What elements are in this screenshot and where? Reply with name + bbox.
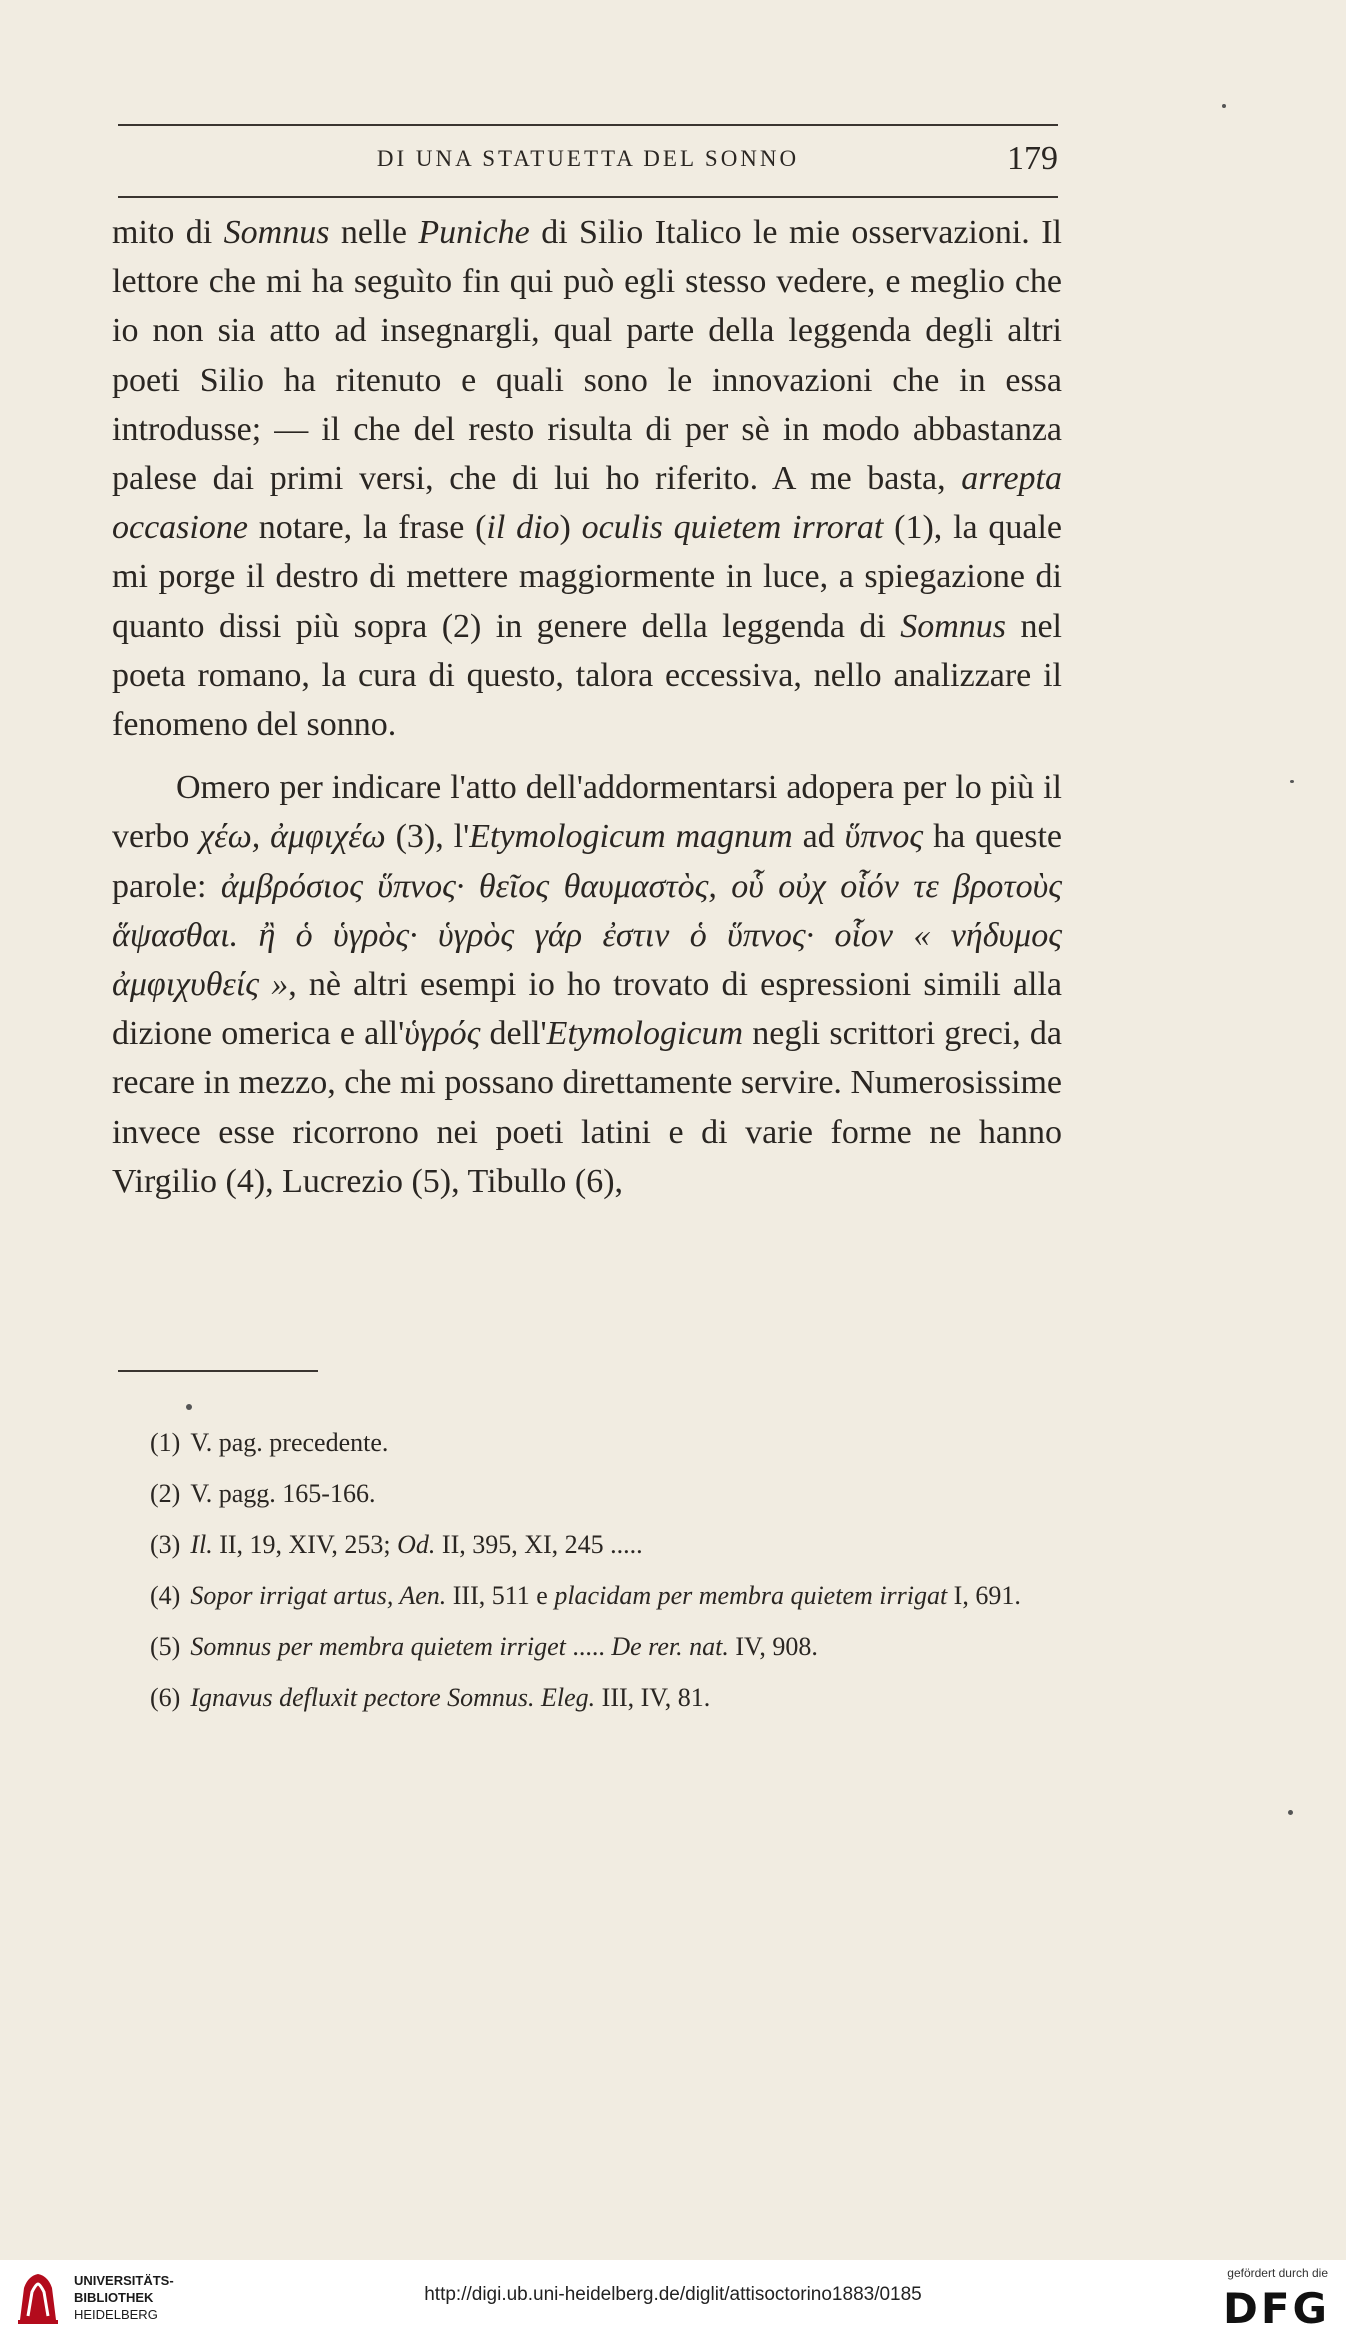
text-run: Omero per indicare l'atto dell'addormentarsi adopera per lo più il verbo — [112, 769, 1062, 856]
italic-run: Puniche — [418, 214, 530, 251]
footnote-3 — [150, 1527, 1070, 1563]
italic-run: Somnus per membra quietem irriget — [190, 1632, 566, 1661]
footnote-2 — [150, 1476, 1070, 1512]
text-run: ..... — [565, 1632, 612, 1661]
italic-run: Somnus — [900, 607, 1007, 645]
greek-run: ὑγρός — [404, 1015, 481, 1053]
text-run: I, 691. — [947, 1581, 1021, 1610]
viewer-footer — [0, 2260, 1346, 2336]
text-run: (3), l' — [385, 818, 470, 856]
text-run: nelle — [329, 214, 419, 251]
library-name-line: BIBLIOTHEK — [74, 2290, 154, 2305]
text-run: (1), la quale mi porge il destro di mettere maggiormente in luce, a spiegazione di quanto dissi più sopra (2) in genere della leggenda di — [112, 509, 1063, 645]
footnote-number: (1) — [150, 1428, 181, 1457]
italic-run: il dio — [486, 509, 560, 547]
italic-run: Etymologicum magnum — [469, 818, 793, 856]
funder-label: gefördert durch die — [1227, 2266, 1328, 2280]
text-run: , nè altri esempi io ho trovato di espressioni simili alla dizione omerica e all' — [112, 966, 1063, 1053]
footnote-5 — [150, 1629, 1070, 1665]
header-bottom-rule — [118, 196, 1058, 198]
text-run: III, IV, 81. — [595, 1683, 711, 1712]
footnote-4 — [150, 1578, 1070, 1614]
running-head: DI UNA STATUETTA DEL SONNO — [376, 146, 800, 171]
dfg-logo: DFG — [1222, 2284, 1330, 2333]
page-number: 179 — [1007, 140, 1058, 177]
footnotes — [118, 1425, 1070, 1731]
italic-run: Il. — [190, 1530, 213, 1559]
footnote-number: (4) — [150, 1581, 181, 1610]
text-run: mito di — [112, 214, 224, 251]
footnote-number: (2) — [150, 1479, 181, 1508]
italic-run: Sopor irrigat artus, Aen. — [190, 1581, 447, 1610]
header-top-rule — [118, 124, 1058, 126]
permalink-url[interactable]: http://digi.ub.uni-heidelberg.de/diglit/attisoctorino1883/0185 — [424, 2284, 922, 2305]
text-run: nel poeta romano, la cura di questo, talora eccessiva, nello analizzare il fenomeno del sonno. — [112, 607, 1062, 744]
text-run: dell' — [480, 1015, 547, 1053]
greek-quotation: ἀμβρόσιος ὕπνος· θεῖος θαυμαστὸς, οὗ οὐχ οἷόν τε βροτοὺς ἅψασθαι. ἢ ὁ ὑγρὸς· ὑγρὸς γάρ ἐστιν ὁ ὕπνος· οἷον « νήδυμος ἀμφιχυθείς » — [112, 867, 1062, 1004]
footnote-number: (6) — [150, 1683, 181, 1712]
italic-run: oculis quietem irrorat — [581, 509, 884, 547]
text-run: III, 511 e — [446, 1581, 555, 1610]
paragraph-2 — [112, 763, 1062, 1206]
text-run: ad — [792, 818, 845, 856]
footnote-6 — [150, 1680, 1070, 1716]
text-run: II, 395, XI, 245 ..... — [435, 1530, 643, 1559]
italic-run: Ignavus defluxit pectore Somnus. Eleg. — [190, 1683, 596, 1712]
page-header — [118, 140, 1058, 180]
dust-speck — [1288, 1810, 1293, 1815]
footnote-divider — [118, 1370, 318, 1372]
italic-run: placidam per membra quietem irrigat — [554, 1581, 948, 1610]
paragraph-1 — [112, 208, 1062, 749]
main-text — [112, 208, 1062, 1206]
library-name-line: HEIDELBERG — [74, 2307, 158, 2322]
greek-run: χέω, ἀμφιχέω — [199, 818, 386, 856]
footnote-text: V. pagg. 165-166. — [190, 1479, 376, 1508]
greek-run: ὕπνος — [844, 818, 924, 856]
dust-speck — [186, 1404, 192, 1410]
footnote-number: (5) — [150, 1632, 181, 1661]
italic-run: arrepta occasione — [112, 460, 1062, 547]
text-run: IV, 908. — [728, 1632, 818, 1661]
text-run: ) — [559, 509, 582, 547]
italic-run: Somnus — [223, 214, 330, 251]
footnote-text: V. pag. precedente. — [190, 1428, 389, 1457]
text-run: ha queste parole: — [112, 818, 1062, 905]
italic-run: Od. — [397, 1530, 436, 1559]
text-run: negli scrittori greci, da recare in mezzo, che mi possano direttamente servire. Numerosissime invece esse ricorrono nei poeti latini e di varie forme ne hanno Virgilio (4), Lucrezio (5), Tibullo (6), — [112, 1015, 1063, 1200]
italic-run: Etymologicum — [546, 1015, 744, 1053]
italic-run: De rer. nat. — [611, 1632, 729, 1661]
text-run: II, 19, XIV, 253; — [212, 1530, 398, 1559]
text-run: di Silio Italico le mie osservazioni. Il lettore che mi ha seguìto fin qui può egli stesso vedere, e meglio che io non sia atto ad insegnargli, qual parte della leggenda degli altri poeti Silio ha ritenuto e quali sono le innovazioni che in essa introdusse; — il che del resto risulta di per sè in modo abbastanza palese dai primi versi, che di lui ho riferito. A me basta, — [112, 214, 1062, 498]
footnote-1 — [150, 1425, 1070, 1461]
dust-speck — [1222, 104, 1226, 108]
library-name-line: UNIVERSITÄTS- — [74, 2273, 174, 2288]
dust-speck — [1290, 780, 1294, 783]
footnote-number: (3) — [150, 1530, 181, 1559]
text-run: notare, la frase ( — [247, 509, 487, 547]
